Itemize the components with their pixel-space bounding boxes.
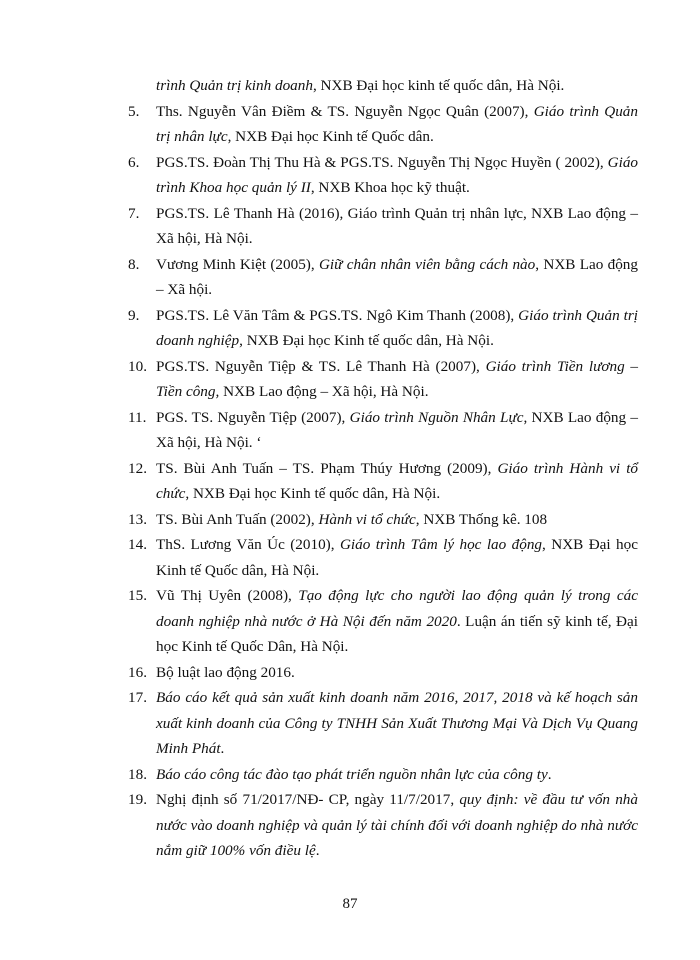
reference-text [156, 456, 638, 507]
reference-text-part: Nghị định số 71/2017/NĐ- CP, ngày 11/7/2017, [156, 791, 460, 808]
reference-number: 6. [128, 153, 140, 171]
reference-text-part: PGS. TS. Nguyễn Tiệp (2007), [156, 408, 350, 426]
reference-number: 19. [128, 791, 147, 808]
reference-text-part: Ths. Nguyễn Vân Điềm & TS. Nguyễn Ngọc Quân (2007), [156, 102, 534, 120]
reference-item [128, 583, 638, 660]
reference-item [128, 354, 638, 405]
reference-number: 12. [128, 459, 147, 477]
reference-text-part: Giáo trình Nguồn Nhân Lực [349, 408, 524, 426]
reference-text [156, 660, 638, 686]
reference-text [156, 405, 638, 456]
reference-number: 18. [128, 765, 147, 783]
reference-number: 16. [128, 663, 147, 681]
reference-text [156, 252, 638, 303]
reference-text-part: ThS. Lương Văn Úc (2010), [156, 536, 340, 553]
reference-text [156, 685, 638, 762]
reference-item [128, 252, 638, 303]
reference-text-part: Vũ Thị Uyên (2008), [156, 587, 299, 604]
reference-text [156, 532, 638, 583]
reference-number: 8. [128, 255, 140, 273]
reference-text [156, 303, 638, 354]
reference-text-part: , NXB Đại học Kinh tế quốc dân, Hà Nội. [239, 332, 494, 349]
reference-number: 15. [128, 587, 147, 604]
reference-text-part: , NXB Đại học Kinh tế Quốc dân. [227, 128, 434, 145]
page-number: 87 [342, 896, 358, 912]
reference-item [128, 456, 638, 507]
reference-text-part: . [315, 842, 320, 859]
reference-text [156, 201, 638, 252]
reference-text-part: , NXB Lao động – Xã hội. [156, 255, 638, 298]
reference-number: 5. [128, 102, 140, 120]
reference-text-part: Báo cáo kết quả sản xuất kinh doanh năm 2016, 2017, 2018 và kế hoạch sản xuất kinh doanh của Công ty TNHH Sản Xuất Thương Mại Và Dịch Vụ Quang Minh Phát [156, 689, 638, 757]
reference-text-part: Tạo động lực cho người lao động quản lý trong các doanh nghiệp nhà nước ở Hà Nội đến năm 2020 [156, 587, 638, 630]
reference-text-part: Giáo trình Tiền lương – Tiền công, [156, 357, 638, 400]
reference-text-part: TS. Bùi Anh Tuấn – TS. Phạm Thúy Hương (2009), [156, 459, 498, 477]
reference-number: 9. [128, 306, 140, 324]
reference-text-part: PGS.TS. Nguyễn Tiệp & TS. Lê Thanh Hà (2007), [156, 357, 486, 375]
reference-item [128, 99, 638, 150]
reference-text [156, 99, 638, 150]
reference-item [128, 201, 638, 252]
reference-text-part: , NXB Lao động – Xã hội, Hà Nội. ‘ [156, 408, 638, 451]
reference-item [128, 303, 638, 354]
reference-text [156, 787, 638, 864]
reference-item [128, 787, 638, 864]
reference-item [128, 685, 638, 762]
reference-text-part: Vương Minh Kiệt (2005), [156, 255, 319, 273]
reference-text [156, 583, 638, 660]
reference-text-part: . [220, 740, 225, 757]
reference-text-part: , NXB Đại học Kinh tế Quốc dân, Hà Nội. [156, 536, 638, 579]
reference-text-part: Bộ luật lao động 2016. [156, 663, 295, 681]
reference-text [156, 507, 638, 533]
reference-text-part: quy định [459, 791, 514, 808]
reference-item [128, 532, 638, 583]
reference-text-part: , NXB Thống kê. 108 [415, 510, 548, 528]
reference-text-part: PGS.TS. Lê Thanh Hà (2016), Giáo trình Quản trị nhân lực, NXB Lao động – Xã hội, Hà Nội. [156, 204, 638, 247]
reference-item [128, 150, 638, 201]
reference-text-part: PGS.TS. Lê Văn Tâm & PGS.TS. Ngô Kim Thanh (2008), [156, 306, 519, 324]
reference-item [128, 73, 638, 99]
reference-number: 14. [128, 536, 147, 553]
reference-text [156, 354, 638, 405]
reference-text-part: , NXB Khoa học kỹ thuật. [310, 179, 470, 196]
reference-item [128, 660, 638, 686]
reference-text-part: , NXB Đại học Kinh tế quốc dân, Hà Nội. [185, 485, 441, 502]
reference-list [128, 73, 638, 864]
reference-number: 7. [128, 204, 140, 222]
reference-number: 13. [128, 510, 147, 528]
reference-text-part: : về đầu tư vốn nhà nước vào doanh nghiệp và quản lý tài chính đối với doanh nghiệp do nhà nước nắm giữ 100% vốn điều lệ [156, 791, 638, 859]
reference-item [128, 762, 638, 788]
reference-text-part: Giáo trình Hành vi tổ chức [156, 459, 639, 502]
reference-text-part: Báo cáo công tác đào tạo phát triển nguồn nhân lực của công ty [156, 765, 548, 783]
reference-text-part: PGS.TS. Đoàn Thị Thu Hà & PGS.TS. Nguyễn Thị Ngọc Huyền ( 2002), [156, 153, 608, 171]
reference-text-part: . [547, 765, 552, 783]
reference-text-part: . Luận án tiến sỹ kinh tế, Đại học Kinh tế Quốc Dân, Hà Nội. [156, 612, 638, 655]
reference-text-part: Giữ chân nhân viên bằng cách nào [318, 255, 536, 273]
reference-text [156, 762, 638, 788]
reference-text-part: Giáo trình Khoa học quản lý II [156, 153, 638, 196]
reference-text-part: Giáo trình Quản trị nhân lực [156, 102, 638, 145]
reference-text-part: TS. Bùi Anh Tuấn (2002), [156, 510, 319, 528]
reference-text [156, 73, 638, 99]
reference-text-part: trình Quản trị kinh doanh [156, 77, 313, 94]
reference-item [128, 507, 638, 533]
reference-text [156, 150, 638, 201]
reference-text-part: Hành vi tổ chức [318, 510, 416, 528]
reference-text-part: Giáo trình Tâm lý học lao động [339, 536, 543, 553]
reference-number: 17. [128, 689, 147, 706]
reference-number: 10. [128, 357, 147, 375]
reference-text-part: NXB Lao động – Xã hội, Hà Nội. [219, 383, 429, 400]
reference-text-part: , NXB Đại học kinh tế quốc dân, Hà Nội. [312, 77, 565, 94]
reference-number: 11. [128, 408, 147, 426]
reference-text-part: Giáo trình Quản trị doanh nghiệp [156, 306, 638, 349]
reference-item [128, 405, 638, 456]
